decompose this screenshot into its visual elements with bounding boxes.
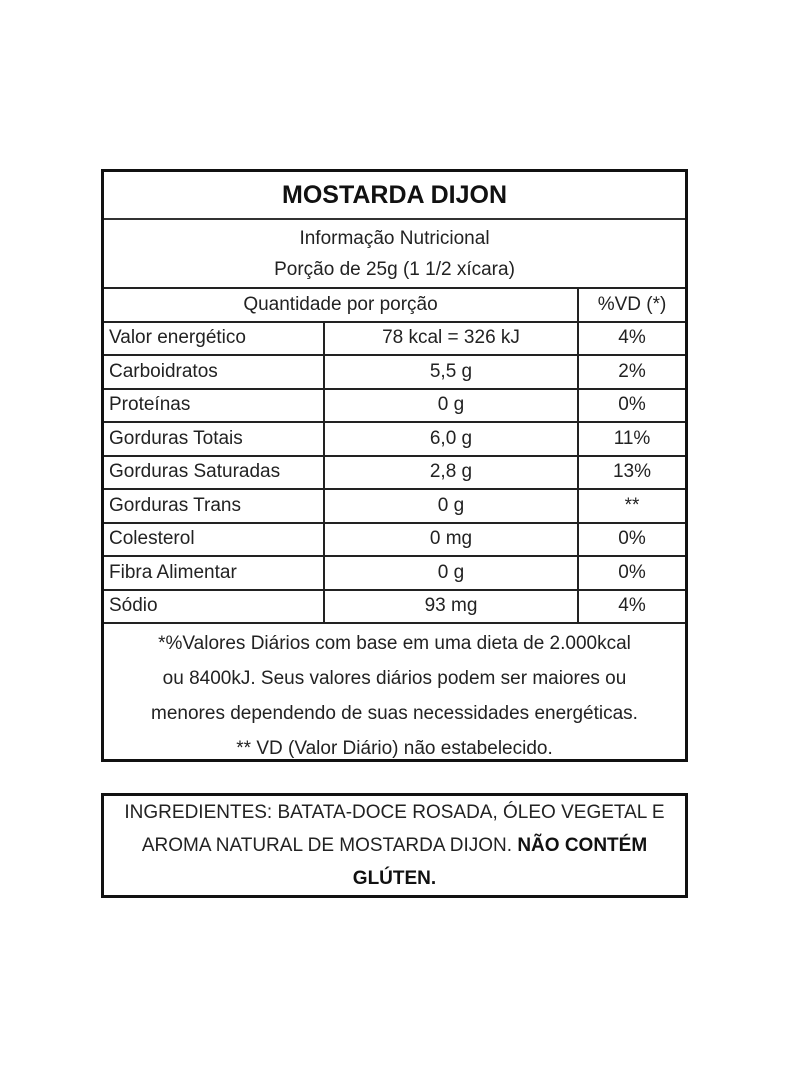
nutrient-dv: 13% [578,456,685,490]
nutrient-table [104,289,685,624]
nutrient-amount: 0 g [324,489,578,523]
nutrient-name: Gorduras Trans [104,489,324,523]
table-row [104,489,685,523]
nutrition-facts-table [101,169,688,762]
gluten-notice: NÃO CONTÉM GLÚTEN. [352,835,648,889]
footnote-line: ** VD (Valor Diário) não estabelecido. [236,738,553,759]
nutrient-dv: 11% [578,422,685,456]
nutrient-name: Valor energético [104,322,324,356]
ingredients-box [101,793,688,898]
nutrient-amount: 0 mg [324,523,578,557]
table-row [104,556,685,590]
quantity-header: Quantidade por porção [104,289,578,322]
table-row [104,422,685,456]
nutrient-amount: 78 kcal = 326 kJ [324,322,578,356]
nutrient-amount: 0 g [324,556,578,590]
nutrient-dv: 0% [578,523,685,557]
table-row [104,355,685,389]
nutrient-name: Gorduras Saturadas [104,456,324,490]
nutrient-dv: 4% [578,322,685,356]
table-row [104,322,685,356]
table-row [104,389,685,423]
table-row [104,523,685,557]
nutrient-amount: 0 g [324,389,578,423]
nutrient-amount: 2,8 g [324,456,578,490]
nutrient-dv: 0% [578,389,685,423]
table-row [104,590,685,624]
nutrient-dv: ** [578,489,685,523]
ingredients-paragraph [118,796,671,895]
nutrient-amount: 93 mg [324,590,578,624]
nutrition-header [104,220,685,289]
ingredients-list: INGREDIENTES: BATATA-DOCE ROSADA, ÓLEO VEGETAL E AROMA NATURAL DE MOSTARDA DIJON. [124,802,665,856]
table-row [104,456,685,490]
nutrient-name: Fibra Alimentar [104,556,324,590]
nutrient-amount: 5,5 g [324,355,578,389]
nutrient-name: Gorduras Totais [104,422,324,456]
nutrient-dv: 0% [578,556,685,590]
nutrient-dv: 4% [578,590,685,624]
table-header-row [104,289,685,322]
product-title: MOSTARDA DIJON [104,172,685,220]
nutrient-name: Sódio [104,590,324,624]
nutrient-name: Carboidratos [104,355,324,389]
nutrient-name: Colesterol [104,523,324,557]
serving-size: Porção de 25g (1 1/2 xícara) [274,258,515,280]
nutrient-name: Proteínas [104,389,324,423]
daily-value-footnote [104,624,685,766]
footnote-line: *%Valores Diários com base em uma dieta de 2.000kcal [158,633,631,654]
nutrient-dv: 2% [578,355,685,389]
footnote-line: menores dependendo de suas necessidades energéticas. [151,703,638,724]
nutrition-subtitle: Informação Nutricional [299,227,490,249]
footnote-line: ou 8400kJ. Seus valores diários podem ser maiores ou [162,668,627,689]
dv-header: %VD (*) [578,289,685,322]
nutrient-amount: 6,0 g [324,422,578,456]
